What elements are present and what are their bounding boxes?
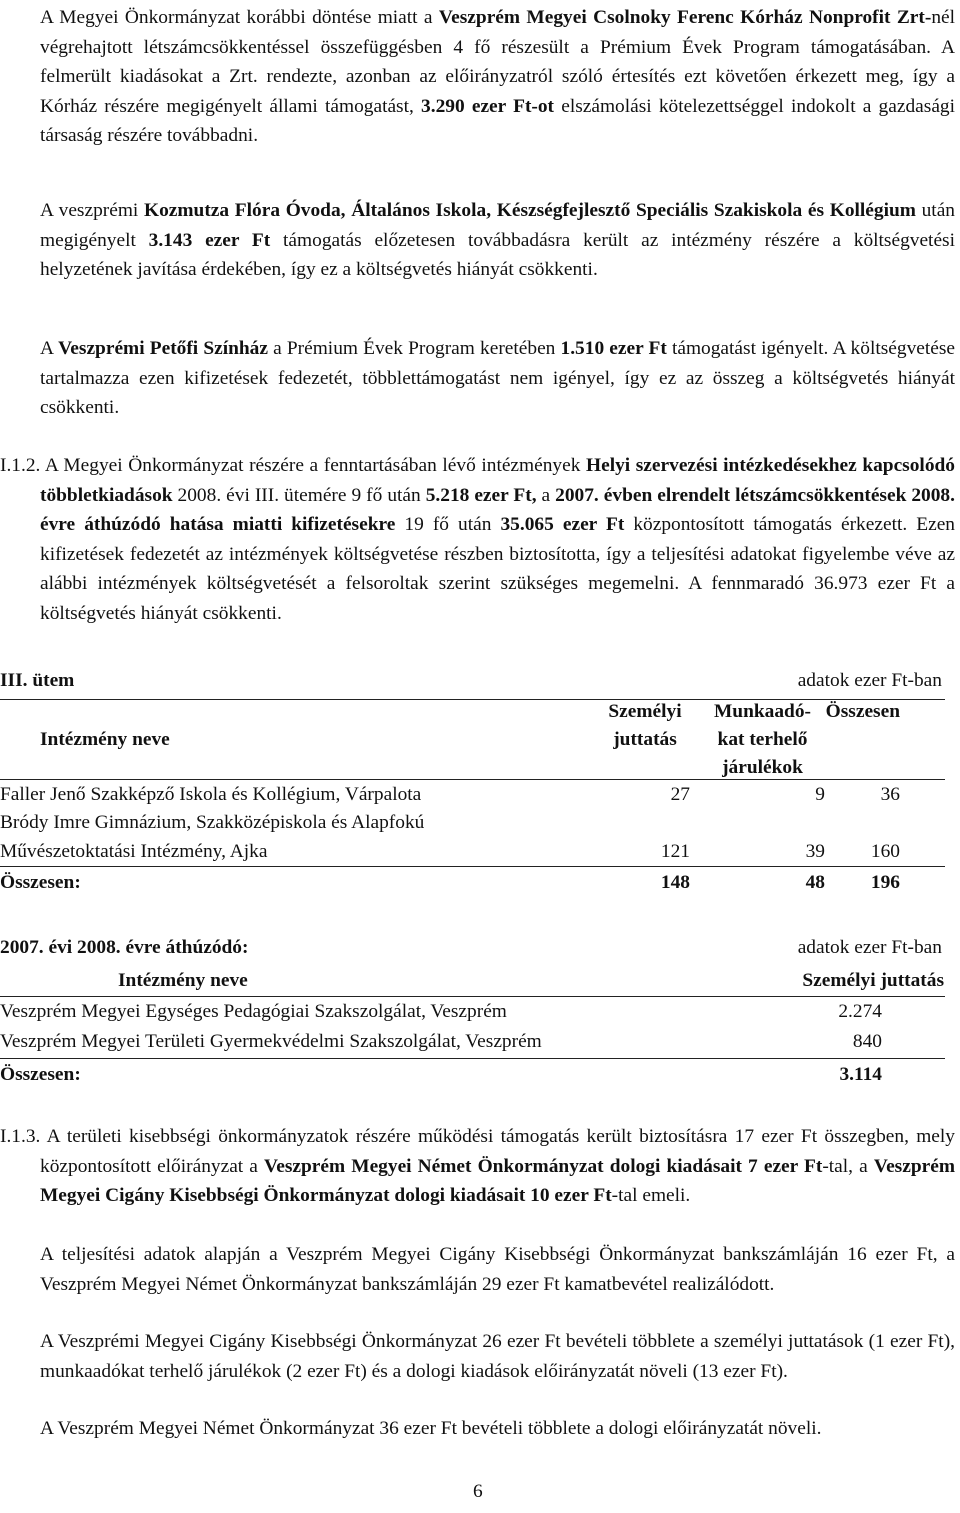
text-run: a Prémium Évek Program keretében <box>267 338 561 359</box>
table1-header-personal-2: juttatás <box>613 729 677 750</box>
table1-row1-personal: 27 <box>670 784 690 805</box>
table2-sum-value: 3.114 <box>839 1064 882 1085</box>
paragraph-i13 <box>0 1122 955 1211</box>
text-run: I.1.2. A Megyei Önkormányzat részére a fenntartásában lévő intézmények <box>0 455 587 476</box>
table2-sum-rule <box>0 1058 945 1059</box>
emphasized-text: 3.290 ezer Ft-ot <box>421 95 555 117</box>
emphasized-text: Kozmutza Flóra Óvoda, Általános Iskola, Készségfejlesztő Speciális Szakiskola és Kollégium <box>144 200 916 221</box>
table1-header-personal-1: Személyi <box>608 701 682 722</box>
text-run: 19 fő után <box>395 514 501 535</box>
paragraph-petofi <box>40 334 955 423</box>
page-number: 6 <box>473 1481 483 1502</box>
text-run: támogatás előzetesen továbbadásra került az intézmény részére a költségvetési helyzetének javítása érdekében, így ez a költségvetés hiányát csökkenti. <box>40 229 955 280</box>
text-run: -tal emeli. <box>611 1185 691 1206</box>
table2-header-name: Intézmény neve <box>118 970 248 991</box>
table1-unit: adatok ezer Ft-ban <box>797 670 942 691</box>
table2-row2-name: Veszprém Megyei Területi Gyermekvédelmi Szakszolgálat, Veszprém <box>0 1031 542 1052</box>
emphasized-text: Veszprém Megyei Német Önkormányzat dologi kiadásait 7 ezer Ft <box>264 1155 823 1177</box>
table1-header-contrib-3: járulékok <box>722 757 803 778</box>
text-run: -tal, a <box>822 1155 874 1177</box>
text-run: A Veszprémi Megyei Cigány Kisebbségi Önkormányzat 26 ezer Ft bevételi többlete a személyi juttatások (1 ezer Ft), munkaadókat terhelő járulékok (2 ezer Ft) és a dologi kiadások előirányzatát növeli (13 ezer Ft). <box>40 1331 955 1382</box>
table1-row2-name-1: Bródy Imre Gimnázium, Szakközépiskola és Alapfokú <box>0 812 425 833</box>
emphasized-text: 5.218 ezer Ft, <box>425 484 537 506</box>
table1-title: III. ütem <box>0 670 75 691</box>
text-run: I.1.3. A területi kisebbségi önkormányzatok részére működési támogatás került biztosításra 17 ezer Ft összegben, mely központosított előirányzat a <box>0 1126 955 1177</box>
table2-sum-label: Összesen: <box>0 1064 81 1085</box>
table1-sum-rule <box>0 866 945 867</box>
emphasized-text: 3.143 ezer Ft <box>148 229 271 251</box>
text-run: A veszprémi <box>40 200 145 221</box>
table1-header-contrib-2: kat terhelő <box>717 729 808 750</box>
table1-header-name: Intézmény neve <box>40 729 170 750</box>
table2-row1-name: Veszprém Megyei Egységes Pedagógiai Szakszolgálat, Veszprém <box>0 1001 507 1022</box>
table2-unit: adatok ezer Ft-ban <box>797 937 942 958</box>
table2-header-personal: Személyi juttatás <box>802 970 944 991</box>
table1-sum-total: 196 <box>870 872 900 893</box>
table1-row2-personal: 121 <box>660 841 690 862</box>
text-run: támogatást igényelt. A költségvetése tartalmazza ezen kifizetések fedezetét, többlettámogatást nem igényel, így ez az összeg a költségvetés hiányát csökkenti. <box>40 338 956 418</box>
text-run: A Veszprém Megyei Német Önkormányzat 36 ezer Ft bevételi többlete a dologi előirányzatát növeli. <box>40 1418 822 1439</box>
text-run: A teljesítési adatok alapján a Veszprém Megyei Cigány Kisebbségi Önkormányzat bankszámláján 16 ezer Ft, a Veszprém Megyei Német Önkormányzat bankszámláján 29 ezer Ft kamatbevétel realizálódott. <box>40 1244 955 1295</box>
table1-sum-personal: 148 <box>660 872 690 893</box>
table1-row1-total: 36 <box>880 784 900 805</box>
paragraph-kamatbevetel <box>40 1240 955 1299</box>
emphasized-text: 2007. évben elrendelt létszámcsökkentések 2008. évre áthúzódó hatása miatti kifizetésekre <box>40 484 955 535</box>
emphasized-text: Veszprém Megyei Cigány Kisebbségi Önkormányzat dologi kiadásait 10 ezer Ft <box>40 1155 955 1206</box>
paragraph-nemet-tobblet <box>40 1414 955 1444</box>
paragraph-kozmutza <box>40 196 955 285</box>
emphasized-text: 1.510 ezer Ft <box>560 338 667 359</box>
text-run: A <box>40 338 59 359</box>
table2-row2-value: 840 <box>852 1031 882 1052</box>
text-run: a <box>536 484 556 506</box>
table2-title: 2007. évi 2008. évre áthúzódó: <box>0 937 249 958</box>
paragraph-i12 <box>0 451 955 628</box>
table1-header-contrib-1: Munkaadó- <box>714 701 811 722</box>
paragraph-korhaz <box>40 3 955 151</box>
table1-row1-contrib: 9 <box>815 784 825 805</box>
table1-row1-name: Faller Jenő Szakképző Iskola és Kollégium, Várpalota <box>0 784 422 805</box>
table1-row2-total: 160 <box>870 841 900 862</box>
text-run: központosított támogatás érkezett. Ezen kifizetések fedezetét az intézmények költségvetése részben biztosította, így a teljesítési adatokat figyelembe véve az alábbi intézmények költségvetését a felsoroltak szerint szükséges megemelni. A fennmaradó 36.973 ezer Ft a költségvetés hiányát csökkenti. <box>40 514 955 624</box>
text-run: elszámolási kötelezettséggel indokolt a gazdasági társaság részére továbbadni. <box>40 95 956 146</box>
text-run: után megigényelt <box>40 200 956 251</box>
table1-header-total: Összesen <box>825 701 900 722</box>
table2-row1-value: 2.274 <box>838 1001 882 1022</box>
emphasized-text: Helyi szervezési intézkedésekhez kapcsolódó többletkiadások <box>40 455 955 506</box>
emphasized-text: 35.065 ezer Ft <box>500 514 625 535</box>
table1-row2-name-2: Művészetoktatási Intézmény, Ajka <box>0 841 268 862</box>
paragraph-cigany-tobblet <box>40 1327 955 1386</box>
text-run: nél végrehajtott létszámcsökkentéssel összefüggésben 4 fő részesült a Prémium Évek Program támogatásában. A felmerült kiadásokat a Zrt. rendezte, azonban az előirányzatról szóló értesítés ezt követően érkezett meg, így a Kórház részére megigényelt állami támogatást, <box>40 7 956 117</box>
table1-sum-contrib: 48 <box>805 872 825 893</box>
text-run: A Megyei Önkormányzat korábbi döntése miatt a <box>40 7 439 28</box>
table1-row2-contrib: 39 <box>805 841 825 862</box>
text-run: 2008. évi III. ütemére 9 fő után <box>172 484 426 506</box>
emphasized-text: Veszprémi Petőfi Színház <box>58 338 268 359</box>
table1-sum-label: Összesen: <box>0 872 81 893</box>
emphasized-text: Veszprém Megyei Csolnoky Ferenc Kórház Nonprofit Zrt- <box>438 7 932 28</box>
